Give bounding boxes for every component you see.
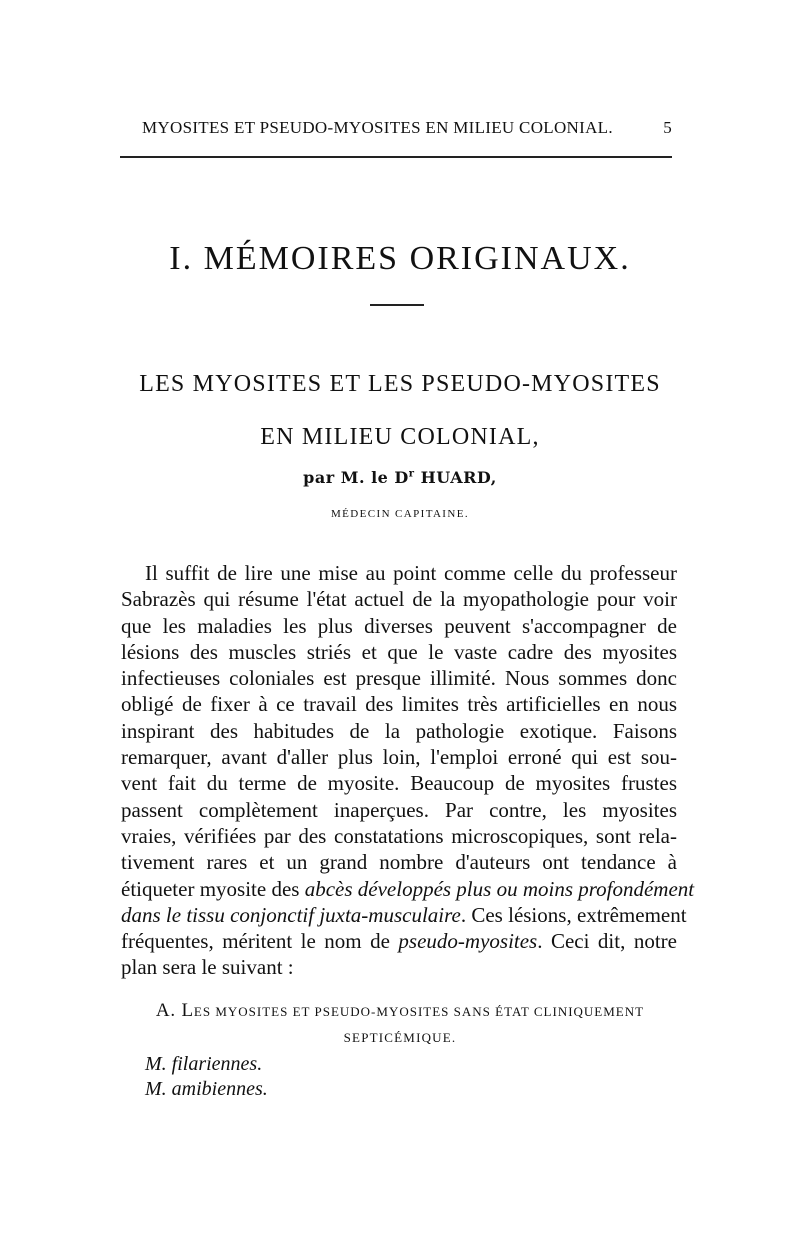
- body-text-run: . Ces lésions, extrêmement: [460, 902, 687, 927]
- subsection-title-line-2: SEPTICÉMIQUE.: [343, 1030, 457, 1045]
- author-name: HUARD,: [420, 468, 497, 487]
- byline-superscript: r: [408, 468, 415, 480]
- body-line: vent fait du terme de myosite. Beaucoup de myosites frustes: [121, 771, 677, 796]
- body-line: [121, 902, 687, 928]
- body-line: Sabrazès qui résume l'état actuel de la myopathologie pour voir: [121, 587, 677, 612]
- body-line: vraies, vérifiées par des constatations microscopiques, sont rela-: [121, 823, 677, 848]
- body-line: infectieuses coloniales est presque illimité. Nous sommes donc: [121, 666, 677, 691]
- list-item-text: M. filariennes.: [145, 1053, 263, 1075]
- article-title-line-2: EN MILIEU COLONIAL,: [260, 424, 540, 450]
- body-line: inspirant des habitudes de la pathologie exotique. Faisons: [121, 718, 677, 743]
- body-line: plan sera le suivant :: [121, 955, 294, 980]
- italic-phrase: dans le tissu conjonctif juxta-musculaire: [121, 902, 461, 927]
- subsection-heading: [0, 1000, 800, 1022]
- italic-phrase: pseudo-myosites: [398, 929, 538, 954]
- body-line: [121, 928, 677, 954]
- page-number: 5: [663, 118, 672, 137]
- author-rank: MÉDECIN CAPITAINE.: [331, 508, 469, 520]
- body-text-run: étiqueter myosite des: [121, 876, 305, 901]
- article-title-line-1: LES MYOSITES ET LES PSEUDO-MYOSITES: [139, 371, 661, 397]
- italic-phrase: abcès développés plus ou moins profondément: [304, 876, 695, 901]
- header-rule: [120, 156, 672, 158]
- body-line: remarquer, avant d'aller plus loin, l'emploi erroné qui est sou-: [121, 745, 677, 770]
- body-text-run: fréquentes, méritent le nom de: [121, 929, 399, 954]
- section-heading: I. MÉMOIRES ORIGINAUX.: [169, 240, 631, 277]
- author-byline: [0, 468, 800, 487]
- running-title: MYOSITES ET PSEUDO-MYOSITES EN MILIEU COLONIAL.: [142, 118, 613, 137]
- body-line: que les maladies les plus diverses peuvent s'accompagner de: [121, 613, 677, 638]
- body-text-run: . Ceci dit, notre: [537, 929, 677, 954]
- body-line: tivement rares et un grand nombre d'auteurs ont tendance à: [121, 850, 677, 875]
- byline-prefix: par M. le D: [303, 468, 409, 487]
- body-line: lésions des muscles striés et que le vaste cadre des myosites: [121, 639, 677, 664]
- list-item-text: M. amibiennes.: [145, 1078, 268, 1100]
- body-line: [121, 876, 695, 902]
- list-item: [145, 1078, 268, 1101]
- body-line: obligé de fixer à ce travail des limites très artificielles en nous: [121, 692, 677, 717]
- section-divider: [370, 304, 424, 306]
- body-line: passent complètement inaperçues. Par contre, les myosites: [121, 797, 677, 822]
- running-head: [120, 118, 672, 142]
- subsection-title-line-1: ES MYOSITES ET PSEUDO-MYOSITES SANS ÉTAT CLINIQUEMENT: [193, 1004, 645, 1019]
- body-line: Il suffit de lire une mise au point comme celle du professeur: [145, 561, 677, 585]
- body-paragraph: [121, 560, 695, 981]
- list-item: [145, 1053, 262, 1076]
- subsection-letter: A. L: [155, 1000, 194, 1021]
